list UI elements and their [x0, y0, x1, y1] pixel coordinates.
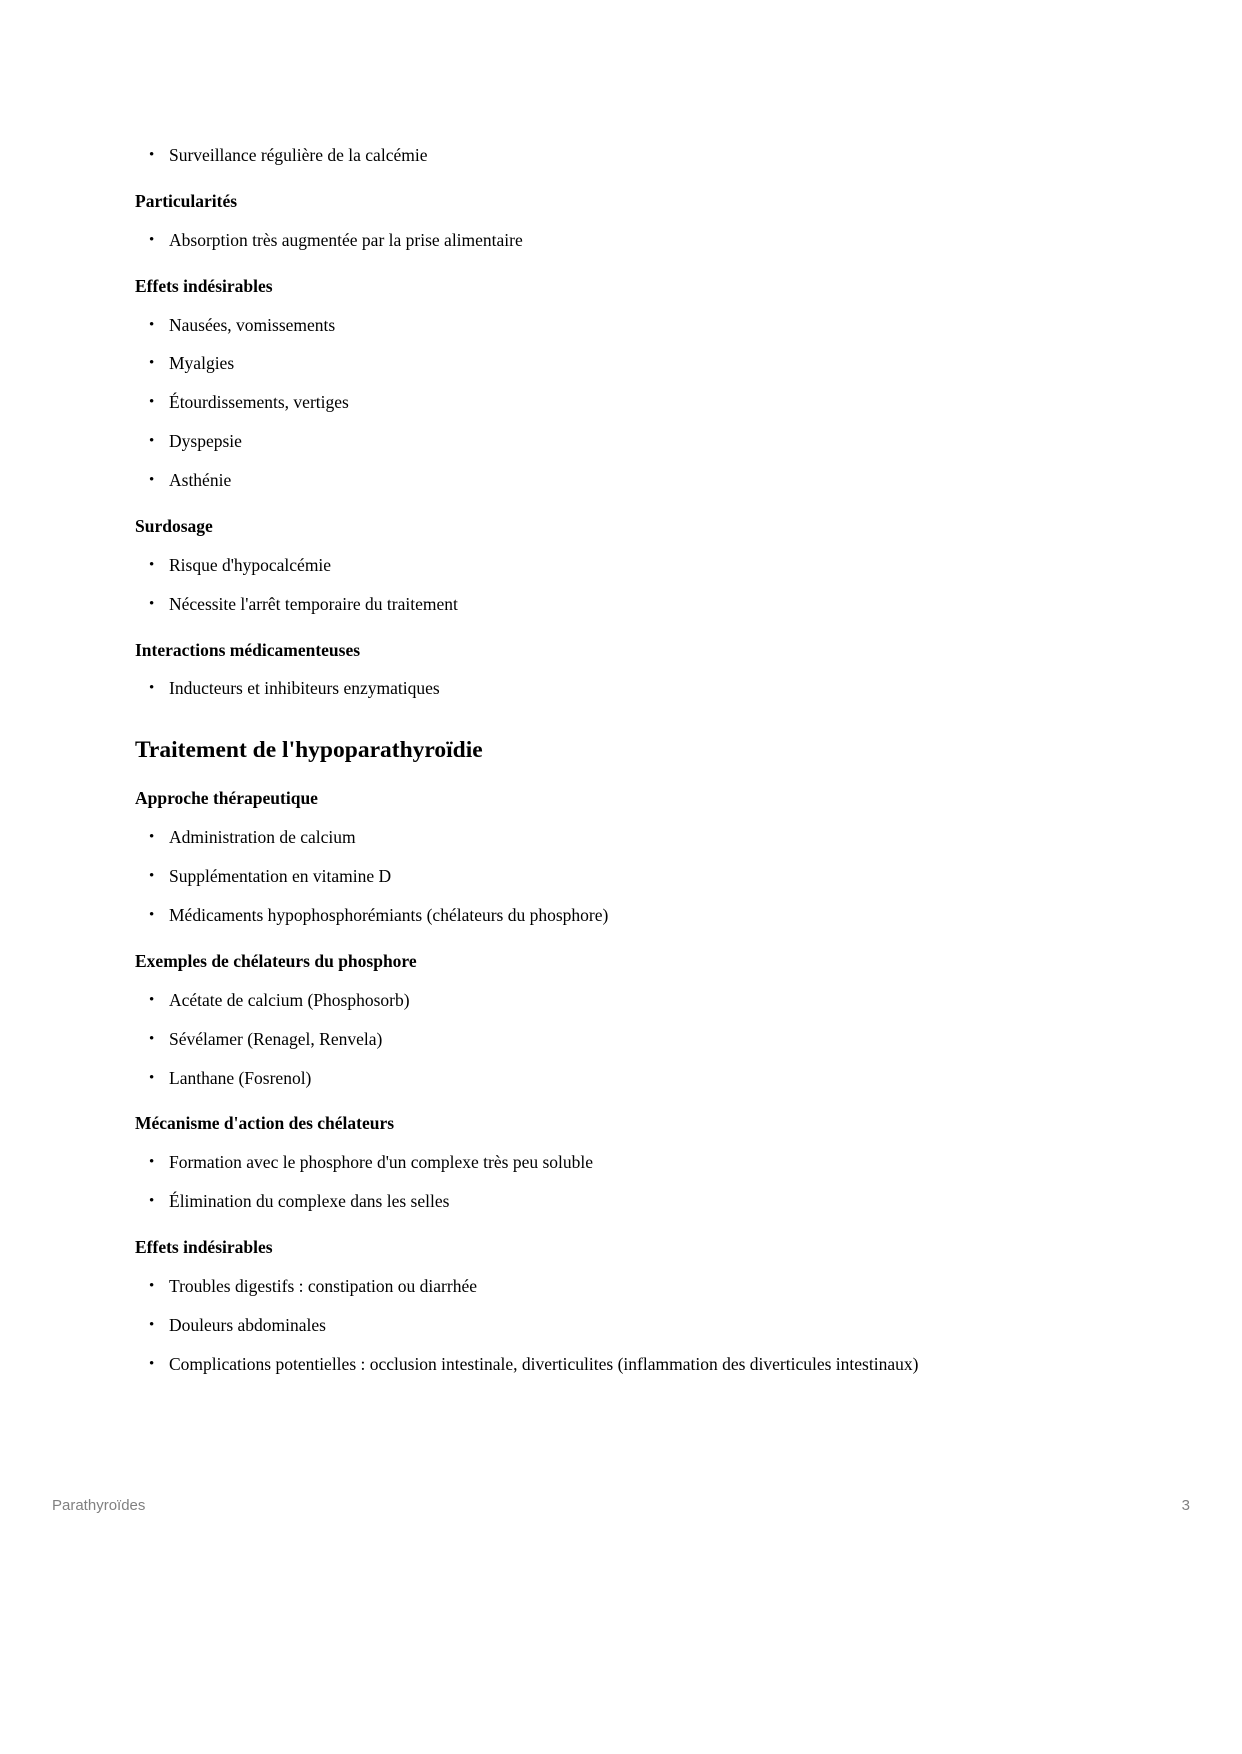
bullet-icon: • — [149, 868, 155, 885]
bullet-icon: • — [149, 147, 155, 163]
list-item — [135, 905, 1122, 927]
bullet-icon: • — [149, 1277, 155, 1294]
bullet-icon: • — [149, 595, 155, 612]
list-item — [135, 315, 1122, 337]
bullet-icon: • — [149, 991, 155, 1008]
list-item — [135, 827, 1122, 849]
bullet-icon: • — [149, 829, 155, 846]
bullet-icon: • — [149, 907, 155, 924]
list-item — [135, 1029, 1122, 1051]
list-item-text: Élimination du complexe dans les selles — [169, 1191, 450, 1212]
bullet-icon: • — [149, 1154, 155, 1171]
list-item — [135, 1191, 1122, 1213]
list-item-text: Supplémentation en vitamine D — [169, 866, 392, 887]
bullet-icon: • — [149, 1030, 155, 1047]
list-item-text: Douleurs abdominales — [169, 1314, 326, 1335]
bullet-icon: • — [149, 394, 155, 411]
list-item-text: Asthénie — [169, 470, 232, 490]
list-item-text: Sévélamer (Renagel, Renvela) — [169, 1028, 383, 1049]
list-item-text: Acétate de calcium (Phosphosorb) — [169, 989, 410, 1010]
list-item-text: Lanthane (Fosrenol) — [169, 1067, 312, 1088]
list-item — [135, 431, 1122, 453]
list-item — [135, 1276, 1122, 1298]
list-item — [135, 990, 1122, 1012]
list-item-text: Nausées, vomissements — [169, 314, 336, 335]
list-item — [135, 866, 1122, 888]
bullet-icon: • — [149, 316, 155, 333]
sub-heading: Effets indésirables — [135, 1237, 273, 1258]
list-item-text: Nécessite l'arrêt temporaire du traitement — [169, 593, 458, 614]
list-item-text: Administration de calcium — [169, 827, 356, 848]
list-item — [135, 353, 1122, 375]
list-item — [135, 678, 1122, 700]
bullet-icon: • — [149, 1355, 155, 1372]
list-item-text: Médicaments hypophosphorémiants (chélateurs du phosphore) — [169, 905, 609, 926]
sub-heading: Particularités — [135, 190, 238, 211]
bullet-icon: • — [149, 1316, 155, 1333]
sub-heading: Surdosage — [135, 515, 213, 536]
list-item-text: Myalgies — [169, 353, 235, 374]
bullet-icon: • — [149, 433, 155, 450]
sub-heading: Approche thérapeutique — [135, 788, 318, 809]
list-item — [135, 392, 1122, 414]
bullet-icon: • — [149, 472, 155, 488]
bullet-icon: • — [149, 680, 155, 697]
list-item-text: Troubles digestifs : constipation ou diarrhée — [169, 1275, 477, 1296]
list-item-text: Risque d'hypocalcémie — [169, 554, 332, 575]
list-item — [135, 1068, 1122, 1090]
footer-document-title: Parathyroïdes — [52, 1497, 146, 1514]
list-item — [135, 594, 1122, 616]
list-item — [135, 1354, 1122, 1376]
list-item — [135, 1152, 1122, 1174]
list-item — [135, 555, 1122, 577]
bullet-icon: • — [149, 1193, 155, 1210]
list-item-text: Dyspepsie — [169, 431, 242, 452]
section-title: Traitement de l'hypoparathyroïdie — [135, 737, 483, 764]
list-item-text: Absorption très augmentée par la prise alimentaire — [169, 229, 523, 250]
bullet-icon: • — [149, 556, 155, 573]
list-item-text: Complications potentielles : occlusion intestinale, diverticulites (inflammation des diverticules intestinaux) — [169, 1353, 919, 1374]
list-item-text: Formation avec le phosphore d'un complexe très peu soluble — [169, 1152, 594, 1173]
bullet-icon: • — [149, 231, 155, 248]
bullet-icon: • — [149, 355, 155, 372]
list-item-text: Inducteurs et inhibiteurs enzymatiques — [169, 678, 440, 699]
sub-heading: Interactions médicamenteuses — [135, 639, 361, 660]
sub-heading: Mécanisme d'action des chélateurs — [135, 1113, 395, 1134]
footer-page-number: 3 — [1181, 1497, 1190, 1514]
page-footer — [52, 1497, 1190, 1514]
document-body — [135, 128, 1122, 1393]
list-item-text: Étourdissements, vertiges — [169, 392, 349, 413]
sub-heading: Effets indésirables — [135, 275, 273, 296]
bullet-icon: • — [149, 1069, 155, 1086]
sub-heading: Exemples de chélateurs du phosphore — [135, 950, 417, 971]
list-item — [135, 145, 1122, 167]
list-item — [135, 230, 1122, 252]
list-item-text: Surveillance régulière de la calcémie — [169, 145, 428, 165]
list-item — [135, 470, 1122, 492]
list-item — [135, 1315, 1122, 1337]
